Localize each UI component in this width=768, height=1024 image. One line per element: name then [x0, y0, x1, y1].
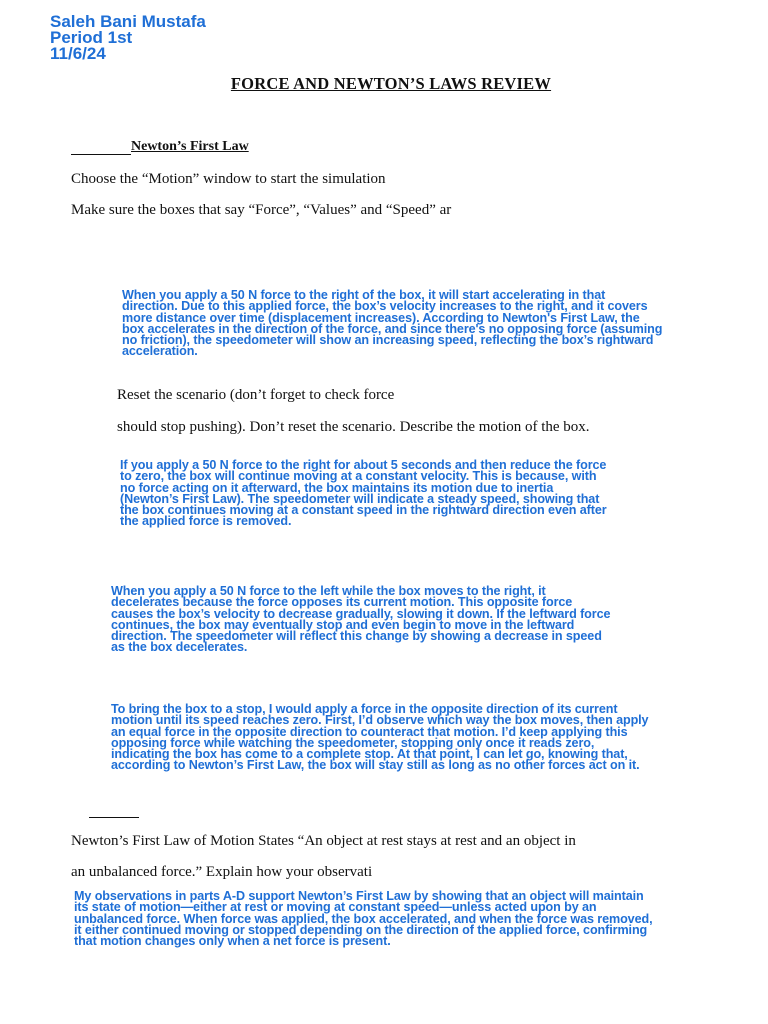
- answer-c-line: continues, the box may eventually stop and even begin to move in the leftward: [111, 617, 575, 632]
- first-law-statement: Newton’s First Law of Motion States “An object at rest stays at rest and an object in: [71, 833, 576, 849]
- answer-c-line: When you apply a 50 N force to the left while the box moves to the right, it: [111, 584, 546, 598]
- answer-a-line: box accelerates in the direction of the force, and since there's no opposing force (assuming: [122, 321, 663, 336]
- answer-c-line: causes the box’s velocity to decrease gradually, slowing it down. If the leftward force: [111, 606, 611, 621]
- page-title: FORCE AND NEWTON’S LAWS REVIEW: [230, 74, 552, 93]
- instruction-check-boxes: Make sure the boxes that say “Force”, “Values” and “Speed” ar: [71, 202, 452, 218]
- answer-a-line: direction. Due to this applied force, the box’s velocity increases to the right, and it covers: [122, 299, 648, 314]
- answer-e-line: unbalanced force. When force was applied, the box accelerated, and when the force was removed,: [74, 911, 653, 926]
- class-period: Period 1st: [50, 28, 133, 47]
- answer-b-line: to zero, the box will continue moving at a constant velocity. This is because, with: [120, 469, 597, 484]
- answer-e-line: its state of motion—either at rest or moving at constant speed—unless acted upon by an: [74, 900, 597, 915]
- instruction-motion-window: Choose the “Motion” window to start the simulation: [71, 171, 386, 187]
- header-block: [50, 14, 206, 62]
- section-heading: Newton’s First Law: [131, 139, 249, 154]
- answer-a-line: acceleration.: [122, 344, 198, 359]
- explain-observations: an unbalanced force.” Explain how your observati: [71, 864, 373, 880]
- answer-a: [122, 290, 662, 358]
- answer-b-line: If you apply a 50 N force to the right for about 5 seconds and then reduce the force: [120, 458, 607, 472]
- instruction-stop-pushing: should stop pushing). Don’t reset the scenario. Describe the motion of the box.: [117, 419, 590, 435]
- answer-c-line: as the box decelerates.: [111, 640, 248, 655]
- answer-b-line: the applied force is removed.: [120, 514, 292, 529]
- answer-a-line: no friction), the speedometer will show an increasing speed, reflecting the box’s rightward: [122, 333, 654, 348]
- answer-e-line: My observations in parts A-D support Newton’s First Law by showing that an object will maintain: [74, 889, 644, 903]
- answer-b: [120, 460, 607, 528]
- answer-c-line: decelerates because the force opposes its current motion. This opposite force: [111, 595, 573, 610]
- answer-e: [74, 891, 652, 947]
- blank-line: [89, 817, 139, 818]
- answer-b-line: the box continues moving at a constant speed in the rightward direction even after: [120, 503, 607, 518]
- answer-d-line: an equal force in the opposite direction to counteract that motion. I’d keep applying this: [111, 724, 628, 739]
- answer-a-line: more distance over time (displacement increases). According to Newton's First Law, the: [122, 310, 640, 325]
- answer-d: [111, 704, 648, 772]
- answer-b-line: (Newton’s First Law). The speedometer will indicate a steady speed, showing that: [120, 491, 600, 506]
- answer-c-line: direction. The speedometer will reflect this change by showing a decrease in speed: [111, 629, 602, 644]
- section-heading-blank-line: [71, 154, 131, 155]
- answer-d-line: opposing force while watching the speedometer, stopping only once it reads zero,: [111, 735, 595, 750]
- answer-d-line: To bring the box to a stop, I would apply a force in the opposite direction of its current: [111, 702, 618, 716]
- instruction-reset: Reset the scenario (don’t forget to check force: [117, 387, 395, 403]
- answer-e-line: that motion changes only when a net force is present.: [74, 934, 391, 949]
- answer-d-line: according to Newton’s First Law, the box will stay still as long as no other forces act on it.: [111, 758, 640, 773]
- answer-c: [111, 586, 610, 654]
- answer-d-line: indicating the box has come to a complete stop. At that point, I can let go, knowing that,: [111, 747, 628, 762]
- answer-d-line: motion until its speed reaches zero. First, I’d observe which way the box moves, then apply: [111, 713, 649, 728]
- student-name: Saleh Bani Mustafa: [50, 12, 206, 31]
- date: 11/6/24: [50, 44, 106, 63]
- answer-a-line: When you apply a 50 N force to the right of the box, it will start accelerating in that: [122, 288, 606, 302]
- answer-b-line: no force acting on it afterward, the box maintains its motion due to inertia: [120, 480, 554, 495]
- answer-e-line: it either continued moving or stopped depending on the direction of the applied force, confirming: [74, 922, 648, 937]
